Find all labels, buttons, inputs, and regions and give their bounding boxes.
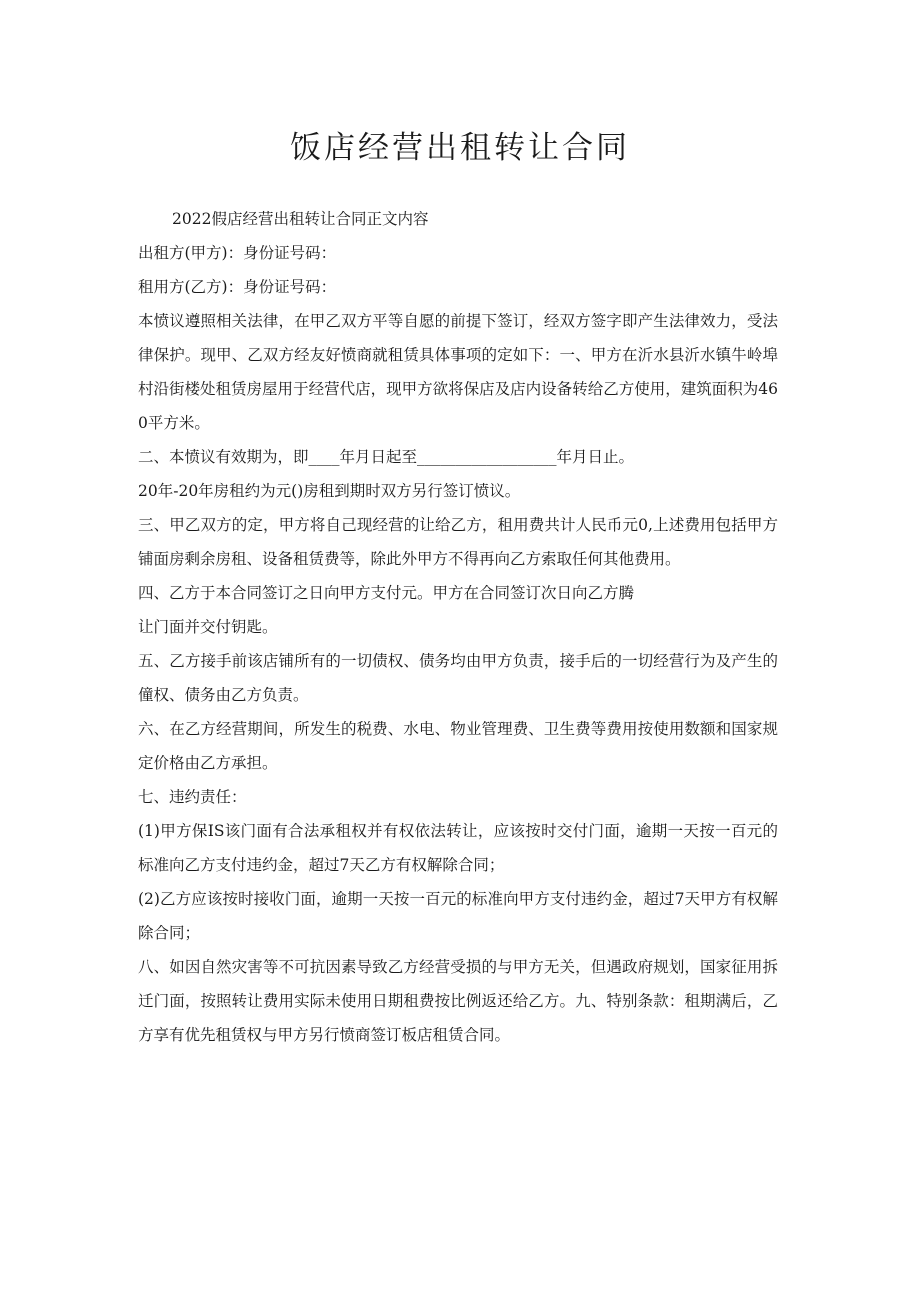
clause-4: 四、乙方于本合同签订之日向甲方支付元。甲方在合同签订次日向乙方腾 [138,584,635,602]
document-body [138,202,778,1052]
clause-3: 三、甲乙双方的定，甲方将自己现经营的让给乙方，租用费共计人民币元0,上述费用包括甲方铺面房剩余房租、设备租赁费等，除此外甲方不得再向乙方索取任何其他费用。 [138,516,778,568]
clause-8-9: 八、如因自然灾害等不可抗因素导致乙方经营受损的与甲方无关，但遇政府规划，国家征用拆迁门面，按照转让费用实际未使用日期租费按比例返还给乙方。九、特别条款：租期满后，乙方享有优先租赁权与甲方另行愤商签订板店租赁合同。 [138,958,778,1044]
clause-5: 五、乙方接手前该店铺所有的一切债权、债务均由甲方负责，接手后的一切经营行为及产生的僮权、债务由乙方负责。 [138,652,778,704]
clause-7-item-1: (1)甲方保IS该门面有合法承租权并有权依法转让，应该按时交付门面，逾期一天按一百元的标准向乙方支付违约金，超过7天乙方有权解除合同； [138,822,778,874]
preamble-paragraph: 本愤议遵照相关法律，在甲乙双方平等自愿的前提下签订，经双方签字即产生法律效力，受法律保护。现甲、乙双方经友好愤商就租赁具体事项的定如下：一、甲方在沂水县沂水镇牛岭埠村沿街楼处租赁房屋用于经营代店，现甲方欲将保店及店内设备转给乙方使用，建筑面积为460平方米。 [138,312,778,432]
document-title: 饭店经营出租转让合同 [290,130,630,166]
clause-2-term: 二、本愤议有效期为，即____年月日起至__________________年月日止。 [138,448,635,466]
clause-7-item-2: (2)乙方应该按时接收门面，逾期一天按一百元的标准向甲方支付违约金，超过7天甲方有权解除合同； [138,890,778,942]
lessee-line: 租用方(乙方)：身份证号码： [138,278,337,296]
document-subtitle: 2022假店经营出租转让合同正文内容 [172,210,429,228]
clause-7-heading: 七、违约责任： [138,788,247,806]
clause-2-rent: 20年-20年房租约为元()房租到期时双方另行签订愤议。 [138,482,521,500]
lessor-line: 出租方(甲方)：身份证号码： [138,244,337,262]
clause-6: 六、在乙方经营期间，所发生的税费、水电、物业管理费、卫生费等费用按使用数额和国家规定价格由乙方承担。 [138,720,778,772]
clause-4-continued: 让门面并交付钥匙。 [138,618,278,636]
